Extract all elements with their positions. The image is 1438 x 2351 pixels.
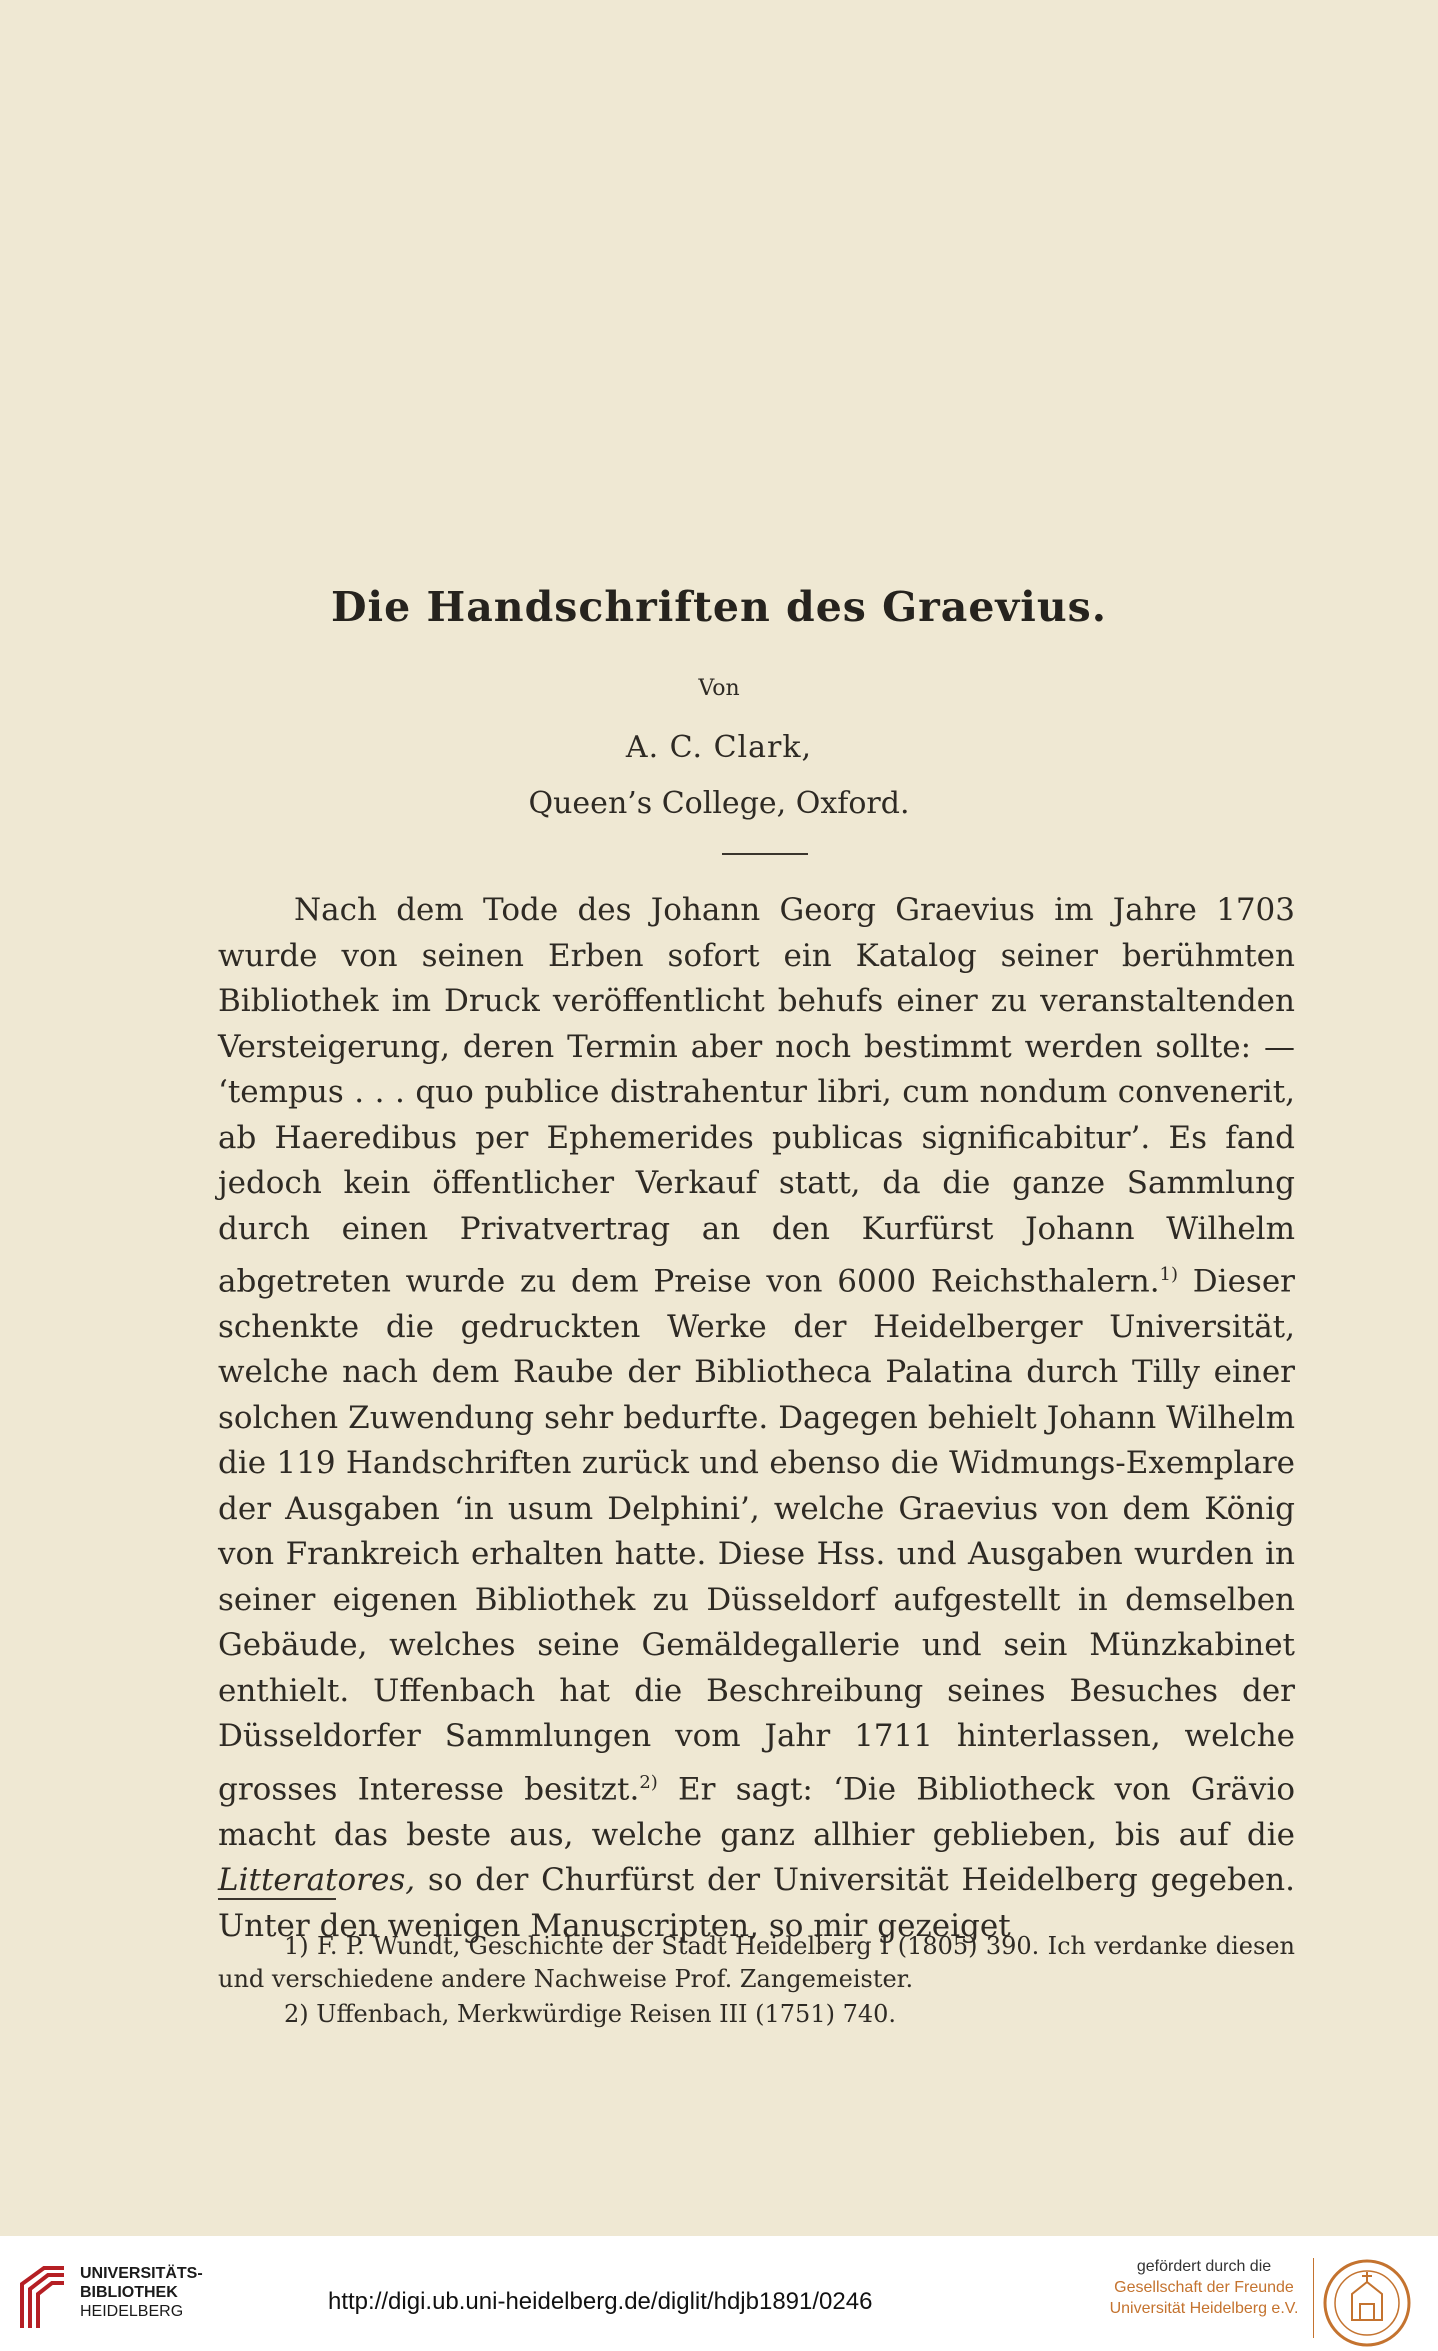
permalink-url[interactable]: http://digi.ub.uni-heidelberg.de/diglit/hdjb1891/0246 [328,2288,873,2315]
byline-prefix: Von [698,676,740,701]
footnote: 2) Uffenbach, Merkwürdige Reisen III (1751) 740. [284,2000,897,2028]
sponsor-divider [1313,2258,1314,2338]
text-run: Dieser schenkte die gedruckten Werke der Heidelberger Universität, welche nach dem Raube der Bibliotheca Palatina durch Tilly einer solchen Zuwendung sehr bedurfte. Dagegen behielt Johann Wilhelm die 119 Handschriften zurück und ebenso die Widmungs-Exemplare der Ausgaben ‘in usum Delphini’, welche Graevius von dem König von Frankreich erhalten hatte. Diese Hss. und Ausgaben wurden in seiner eigenen Bibliothek zu Düsseldorf aufgestellt in demselben Gebäude, welches seine Gemäldegallerie und sein Münzkabinet enthielt. Uffenbach hat die Beschreibung seines Besuches der Düsseldorfer Sammlungen vom Jahr 1711 hinterlassen, welche grosses Interesse besitzt. [218,1263,1295,1808]
body-text [218,888,1295,1949]
library-logo-icon [14,2262,68,2332]
footnote-divider [218,1898,336,1900]
sponsor-credit: gefördert durch die Gesellschaft der Freunde Universität Heidelberg e.V. [1109,2258,1299,2317]
digitization-footer [0,2236,1438,2351]
footnote: 1) F. P. Wundt, Geschichte der Stadt Heidelberg I (1805) 390. Ich verdanke diesen und verschiedene andere Nachweise Prof. Zangemeister. [218,1932,1295,1993]
author-name: A. C. Clark, [625,730,813,765]
text-run: Er sagt: ‘Die Bibliotheck von Grävio macht das beste aus, welche ganz allhier geblieben, bis auf die [218,1771,1295,1853]
footnotes [218,1930,1295,2033]
title-divider [722,853,808,855]
article-title: Die Handschriften des Graevius. [331,583,1107,631]
university-seal-icon [1322,2258,1412,2348]
footnote-ref: 2) [639,1771,658,1793]
library-name: UNIVERSITÄTS- BIBLIOTHEK HEIDELBERG [80,2265,203,2320]
italic-term: Litteratores, [218,1862,416,1899]
footnote-ref: 1) [1159,1264,1179,1285]
paragraph [218,888,1295,1949]
text-run: Nach dem Tode des Johann Georg Graevius im Jahre 1703 wurde von seinen Erben sofort ein Katalog seiner berühmten Bibliothek im Druck veröffentlicht behufs einer zu veranstaltenden Versteigerung, deren Termin aber noch bestimmt werden sollte: — ‘tempus . . . quo publice distrahentur libri, cum nondum convenerit, ab Haeredibus per Ephemerides publicas significabitur’. Es fand jedoch kein öffentlicher Verkauf statt, da die ganze Sammlung durch einen Privatvertrag an den Kurfürst Johann Wilhelm abgetreten wurde zu dem Preise von 6000 Reichsthalern. [218,892,1295,1300]
author-affiliation: Queen’s College, Oxford. [528,786,910,821]
text-run: so der Churfürst der Universität Heidelberg gegeben. Unter den wenigen Manuscripten, so mir gezeiget [218,1862,1295,1944]
